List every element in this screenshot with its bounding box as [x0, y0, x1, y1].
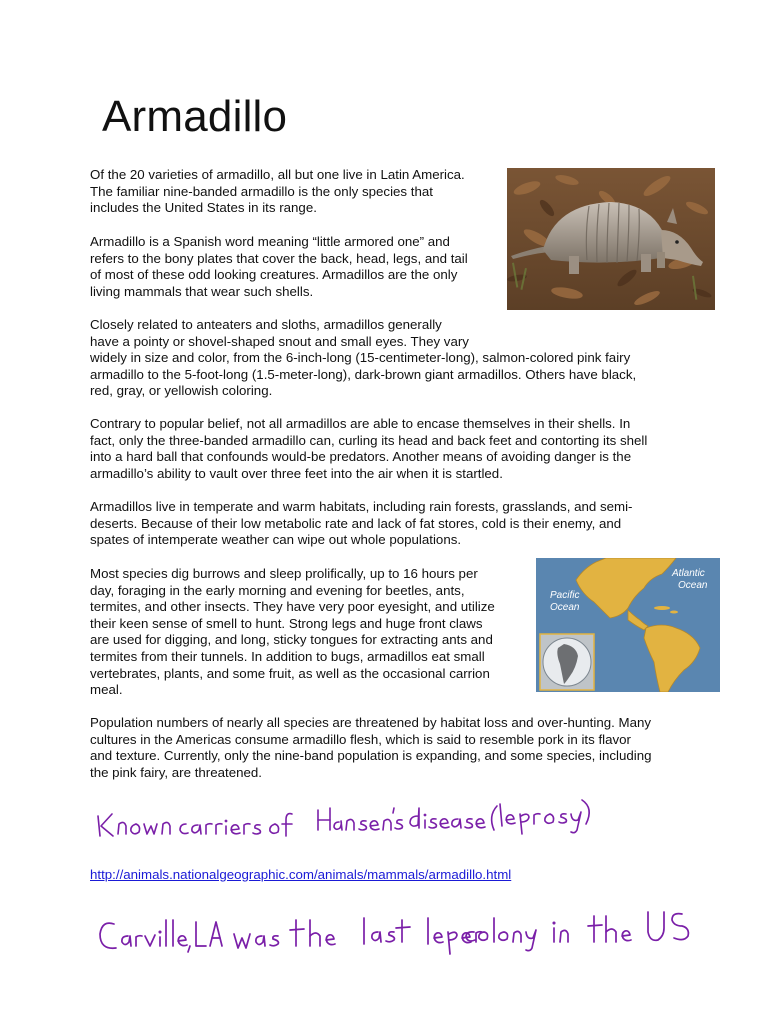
text-line: living mammals that wear such shells.	[90, 283, 314, 299]
text-line: cultures in the Americas consume armadillo flesh, which is said to resemble pork in its flavor	[90, 731, 631, 747]
text-line: have a pointy or shovel-shaped snout and small eyes. They vary	[90, 333, 469, 349]
paragraph-2	[90, 234, 468, 300]
page-title: Armadillo	[102, 92, 288, 141]
paragraph-5	[90, 499, 632, 549]
text-line: includes the United States in its range.	[90, 200, 317, 216]
text-line: refers to the bony plates that cover the back, head, legs, and tail	[90, 250, 468, 266]
text-line: widely in size and color, from the 6-inch-long (15-centimeter-long), salmon-colored pink fairy	[90, 350, 631, 366]
text-line: the pink fairy, are threatened.	[90, 764, 262, 780]
americas-map	[536, 558, 720, 692]
text-line: of most of these odd looking creatures. Armadillos are the only	[90, 267, 458, 283]
text-line: their keen sense of smell to hunt. Strong legs and huge front claws	[90, 615, 483, 631]
paragraph-6	[90, 566, 495, 699]
text-line: The familiar nine-banded armadillo is the only species that	[90, 183, 433, 199]
text-line: vertebrates, plants, and some fruit, as well as the occasional carrion	[90, 665, 490, 681]
atlantic-ocean-label: Atlantic Ocean	[672, 568, 708, 591]
text-line: red, gray, or yellowish coloring.	[90, 383, 273, 399]
text-line: Closely related to anteaters and sloths, armadillos generally	[90, 317, 442, 332]
paragraph-7	[90, 715, 652, 781]
text-line: Of the 20 varieties of armadillo, all but one live in Latin America.	[90, 167, 465, 182]
text-line: Most species dig burrows and sleep prolifically, up to 16 hours per	[90, 566, 478, 581]
text-line: spates of intemperate weather can wipe out whole populations.	[90, 532, 462, 548]
text-line: armadillo’s ability to vault over three feet into the air when it is startled.	[90, 465, 503, 481]
paragraph-1	[90, 167, 465, 217]
text-line: and texture. Currently, only the nine-band population is expanding, and some species, including	[90, 748, 652, 764]
handwritten-note-carville	[0, 902, 768, 962]
text-line: Contrary to popular belief, not all armadillos are able to encase themselves in their shells. In	[90, 416, 631, 431]
paragraph-4	[90, 416, 647, 482]
paragraph-3	[90, 317, 636, 400]
text-line: day, foraging in the early morning and evening for beetles, ants,	[90, 582, 465, 598]
text-line: fact, only the three-banded armadillo can, curling its head and back feet and contorting its shell	[90, 432, 648, 448]
text-line: termites, and other insects. They have very poor eyesight, and utilize	[90, 599, 495, 615]
text-line: are used for digging, and long, sticky tongues for extracting ants and	[90, 632, 493, 648]
text-line: deserts. Because of their low metabolic rate and lack of fat stores, cold is their enemy, and	[90, 515, 622, 531]
armadillo-photo	[507, 168, 715, 310]
text-line: termites from their tunnels. In addition to bugs, armadillos eat small	[90, 648, 485, 664]
text-line: Armadillo is a Spanish word meaning “little armored one” and	[90, 234, 450, 249]
handwritten-note-leprosy	[0, 790, 768, 840]
text-line: into a hard ball that confounds would-be predators. Another means of avoiding danger is the	[90, 449, 632, 465]
pacific-ocean-label: Pacific Ocean	[550, 590, 580, 613]
text-line: meal.	[90, 682, 123, 698]
text-line: Armadillos live in temperate and warm habitats, including rain forests, grasslands, and semi-	[90, 499, 633, 514]
text-line: Population numbers of nearly all species are threatened by habitat loss and over-hunting. Many	[90, 715, 652, 730]
text-line: armadillo to the 5-foot-long (1.5-meter-long), dark-brown giant armadillos. Others have black,	[90, 366, 637, 382]
national-geographic-link[interactable]: http://animals.nationalgeographic.com/animals/mammals/armadillo.html	[90, 867, 512, 882]
